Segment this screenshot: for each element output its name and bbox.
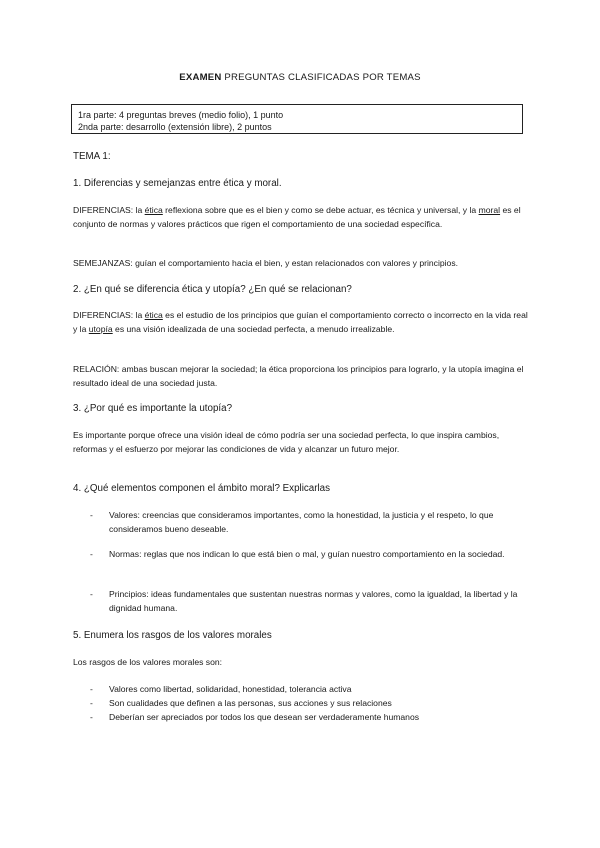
title-bold: EXAMEN bbox=[179, 72, 222, 83]
list-item-text: Deberían ser apreciados por todos los que desean ser verdaderamente humanos bbox=[109, 712, 420, 722]
bullet-dash: - bbox=[90, 510, 93, 520]
q1-semejanzas: SEMEJANZAS: guían el comportamiento hacia el bien, y estan relacionados con valores y principios. bbox=[73, 258, 459, 268]
q3-answer: Es importante porque ofrece una visión ideal de cómo podría ser una sociedad perfecta, lo que inspira cambios, reformas y el esfuerzo por mejorar las condiciones de vida y alcanzar un futuro mejor. bbox=[73, 430, 500, 454]
bullet-dash: - bbox=[90, 698, 93, 708]
bullet-dash: - bbox=[90, 712, 93, 722]
question-4: 4. ¿Qué elementos componen el ámbito moral? Explicarlas bbox=[73, 483, 331, 494]
question-5: 5. Enumera los rasgos de los valores morales bbox=[73, 630, 272, 641]
bullet-dash: - bbox=[90, 589, 93, 599]
q1-diferencias: DIFERENCIAS: la ética reflexiona sobre que es el bien y como se debe actuar, es técnica y universal, y la moral es el conjunto de normas y valores prácticos que rigen el comportamiento de una sociedad específica. bbox=[73, 205, 521, 229]
title-rest: PREGUNTAS CLASIFICADAS POR TEMAS bbox=[221, 72, 421, 83]
question-3: 3. ¿Por qué es importante la utopía? bbox=[73, 403, 233, 414]
list-item-text: Normas: reglas que nos indican lo que está bien o mal, y guían nuestro comportamiento en la sociedad. bbox=[109, 549, 505, 559]
list-item-text: Son cualidades que definen a las personas, sus acciones y sus relaciones bbox=[109, 698, 392, 708]
list-item-text: Valores: creencias que consideramos importantes, como la honestidad, la justicia y el respeto, lo que consideramos bueno deseable. bbox=[109, 510, 494, 534]
exam-info-box bbox=[71, 104, 523, 134]
q1-moral-term: moral bbox=[478, 205, 501, 215]
list-item-text: Valores como libertad, solidaridad, honestidad, tolerancia activa bbox=[109, 684, 352, 694]
bullet-dash: - bbox=[90, 549, 93, 559]
q2-diferencias: DIFERENCIAS: la ética es el estudio de los principios que guían el comportamiento correcto o incorrecto en la vida real y la utopía es una visión idealizada de una sociedad perfecta, a menudo irrealizable. bbox=[73, 310, 528, 334]
q1-etica-term: ética bbox=[144, 205, 163, 215]
question-1: 1. Diferencias y semejanzas entre ética y moral. bbox=[73, 178, 282, 189]
q2-relacion: RELACIÓN: ambas buscan mejorar la sociedad; la ética proporciona los principios para lograrlo, y la utopía imagina el resultado ideal de una sociedad justa. bbox=[73, 364, 524, 388]
q2-utopia-term: utopía bbox=[88, 324, 113, 334]
bullet-dash: - bbox=[90, 684, 93, 694]
question-2: 2. ¿En qué se diferencia ética y utopía? ¿En qué se relacionan? bbox=[73, 284, 352, 295]
q2-etica-term: ética bbox=[144, 310, 163, 320]
info-line-1: 1ra parte: 4 preguntas breves (medio folio), 1 punto bbox=[78, 110, 284, 120]
q5-intro: Los rasgos de los valores morales son: bbox=[73, 657, 223, 667]
list-item-text: Principios: ideas fundamentales que sustentan nuestras normas y valores, como la igualdad, la libertad y la dignidad humana. bbox=[109, 589, 518, 613]
info-line-2: 2nda parte: desarrollo (extensión libre), 2 puntos bbox=[78, 122, 272, 132]
tema-heading: TEMA 1: bbox=[73, 151, 111, 162]
page-title bbox=[0, 72, 600, 83]
